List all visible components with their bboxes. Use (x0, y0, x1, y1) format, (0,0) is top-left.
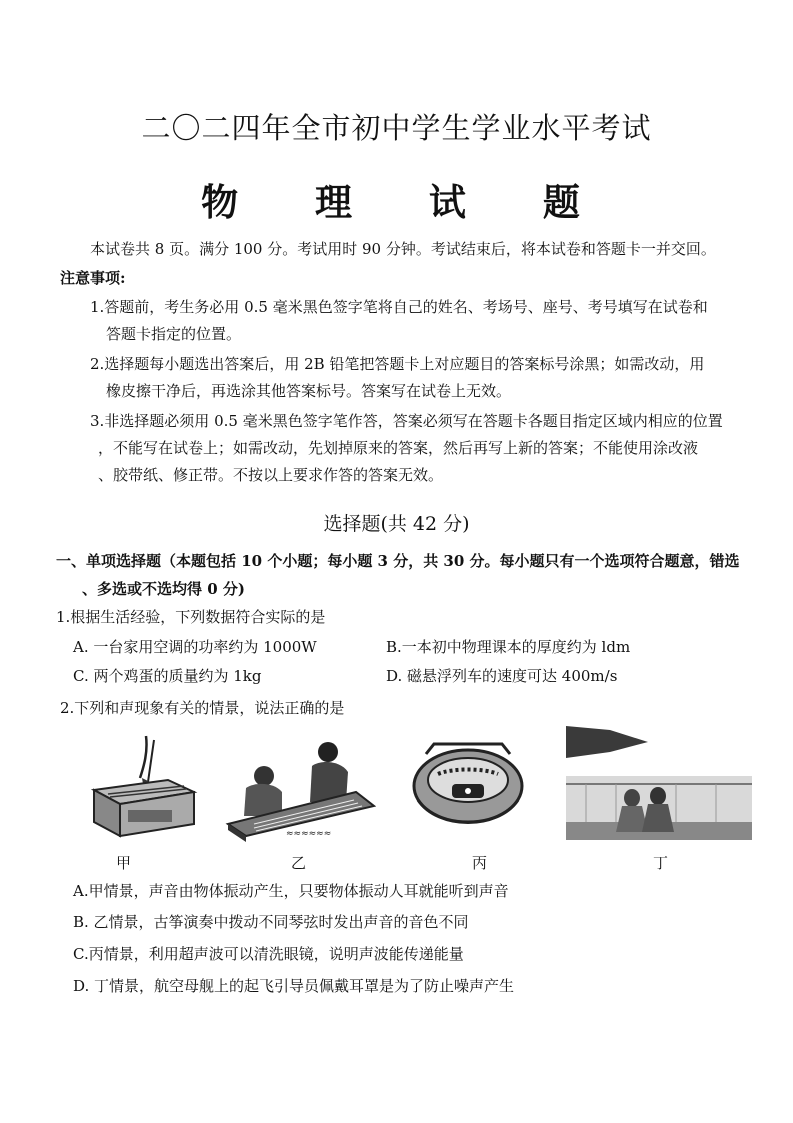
notice-item-2-line-1: 2.选择题每小题选出答案后，用 2B 铅笔把答题卡上对应题目的答案标号涂黑；如需改动，用 (90, 355, 705, 373)
figure-caption-ding: 丁 (653, 854, 669, 872)
q1-option-d: D. 磁悬浮列车的速度可达 400m/s (386, 667, 618, 685)
q1-option-c: C. 两个鸡蛋的质量约为 1kg (73, 667, 262, 685)
exam-title: 二〇二四年全市初中学生学业水平考试 (141, 111, 652, 145)
notice-heading: 注意事项: (60, 269, 126, 287)
section-title: 选择题(共 42 分) (323, 513, 470, 535)
figure-jia-vibrating-box (88, 732, 200, 842)
notice-item-1-line-2: 答题卡指定的位置。 (106, 325, 242, 343)
q2-option-c: C.丙情景，利用超声波可以清洗眼镜，说明声波能传递能量 (73, 945, 464, 963)
intro-text: 本试卷共 8 页。满分 100 分。考试用时 90 分钟。考试结束后，将本试卷和答题卡一并交回。 (90, 240, 716, 258)
notice-item-2-line-2: 橡皮擦干净后，再选涂其他答案标号。答案写在试卷上无效。 (106, 382, 512, 400)
svg-text:≈≈≈≈≈≈: ≈≈≈≈≈≈ (286, 829, 332, 839)
q2-option-a: A.甲情景，声音由物体振动产生，只要物体振动人耳就能听到声音 (73, 882, 509, 900)
q1-option-b: B.一本初中物理课本的厚度约为 ldm (386, 638, 631, 656)
q1-option-a: A. 一台家用空调的功率约为 1000W (73, 638, 317, 656)
notice-item-3-line-3: 、胶带纸、修正带。不按以上要求作答的答案无效。 (98, 466, 444, 484)
notice-item-3-line-2: ，不能写在试卷上；如需改动，先划掉原来的答案，然后再写上新的答案；不能使用涂改液 (98, 439, 699, 457)
notice-item-1-line-1: 1.答题前，考生务必用 0.5 毫米黑色签字笔将自己的姓名、考场号、座号、考号填写在试卷和 (90, 298, 708, 316)
subject-title: 物 理 试 题 (201, 180, 612, 224)
part-title-line-2: 、多选或不选均得 0 分) (82, 580, 245, 598)
figure-ding-carrier-crew (566, 722, 752, 840)
part-title-line-1: 一、单项选择题（本题包括 10 个小题；每小题 3 分，共 30 分。每小题只有一个选项符合题意，错选 (56, 552, 740, 570)
notice-item-3-line-1: 3.非选择题必须用 0.5 毫米黑色签字笔作答，答案必须写在答题卡各题目指定区域内相应的位置 (90, 412, 723, 430)
q1-stem: 1.根据生活经验，下列数据符合实际的是 (56, 608, 326, 626)
q2-stem: 2.下列和声现象有关的情景，说法正确的是 (60, 699, 345, 717)
figure-caption-yi: 乙 (291, 854, 307, 872)
figure-caption-jia: 甲 (116, 854, 132, 872)
q2-option-b: B. 乙情景，古筝演奏中拨动不同琴弦时发出声音的音色不同 (73, 913, 469, 931)
figure-yi-guzheng-performance (224, 732, 376, 844)
figure-bing-ultrasonic-cleaner (408, 740, 528, 840)
figure-caption-bing: 丙 (472, 854, 488, 872)
q2-option-d: D. 丁情景，航空母舰上的起飞引导员佩戴耳罩是为了防止噪声产生 (73, 977, 515, 995)
